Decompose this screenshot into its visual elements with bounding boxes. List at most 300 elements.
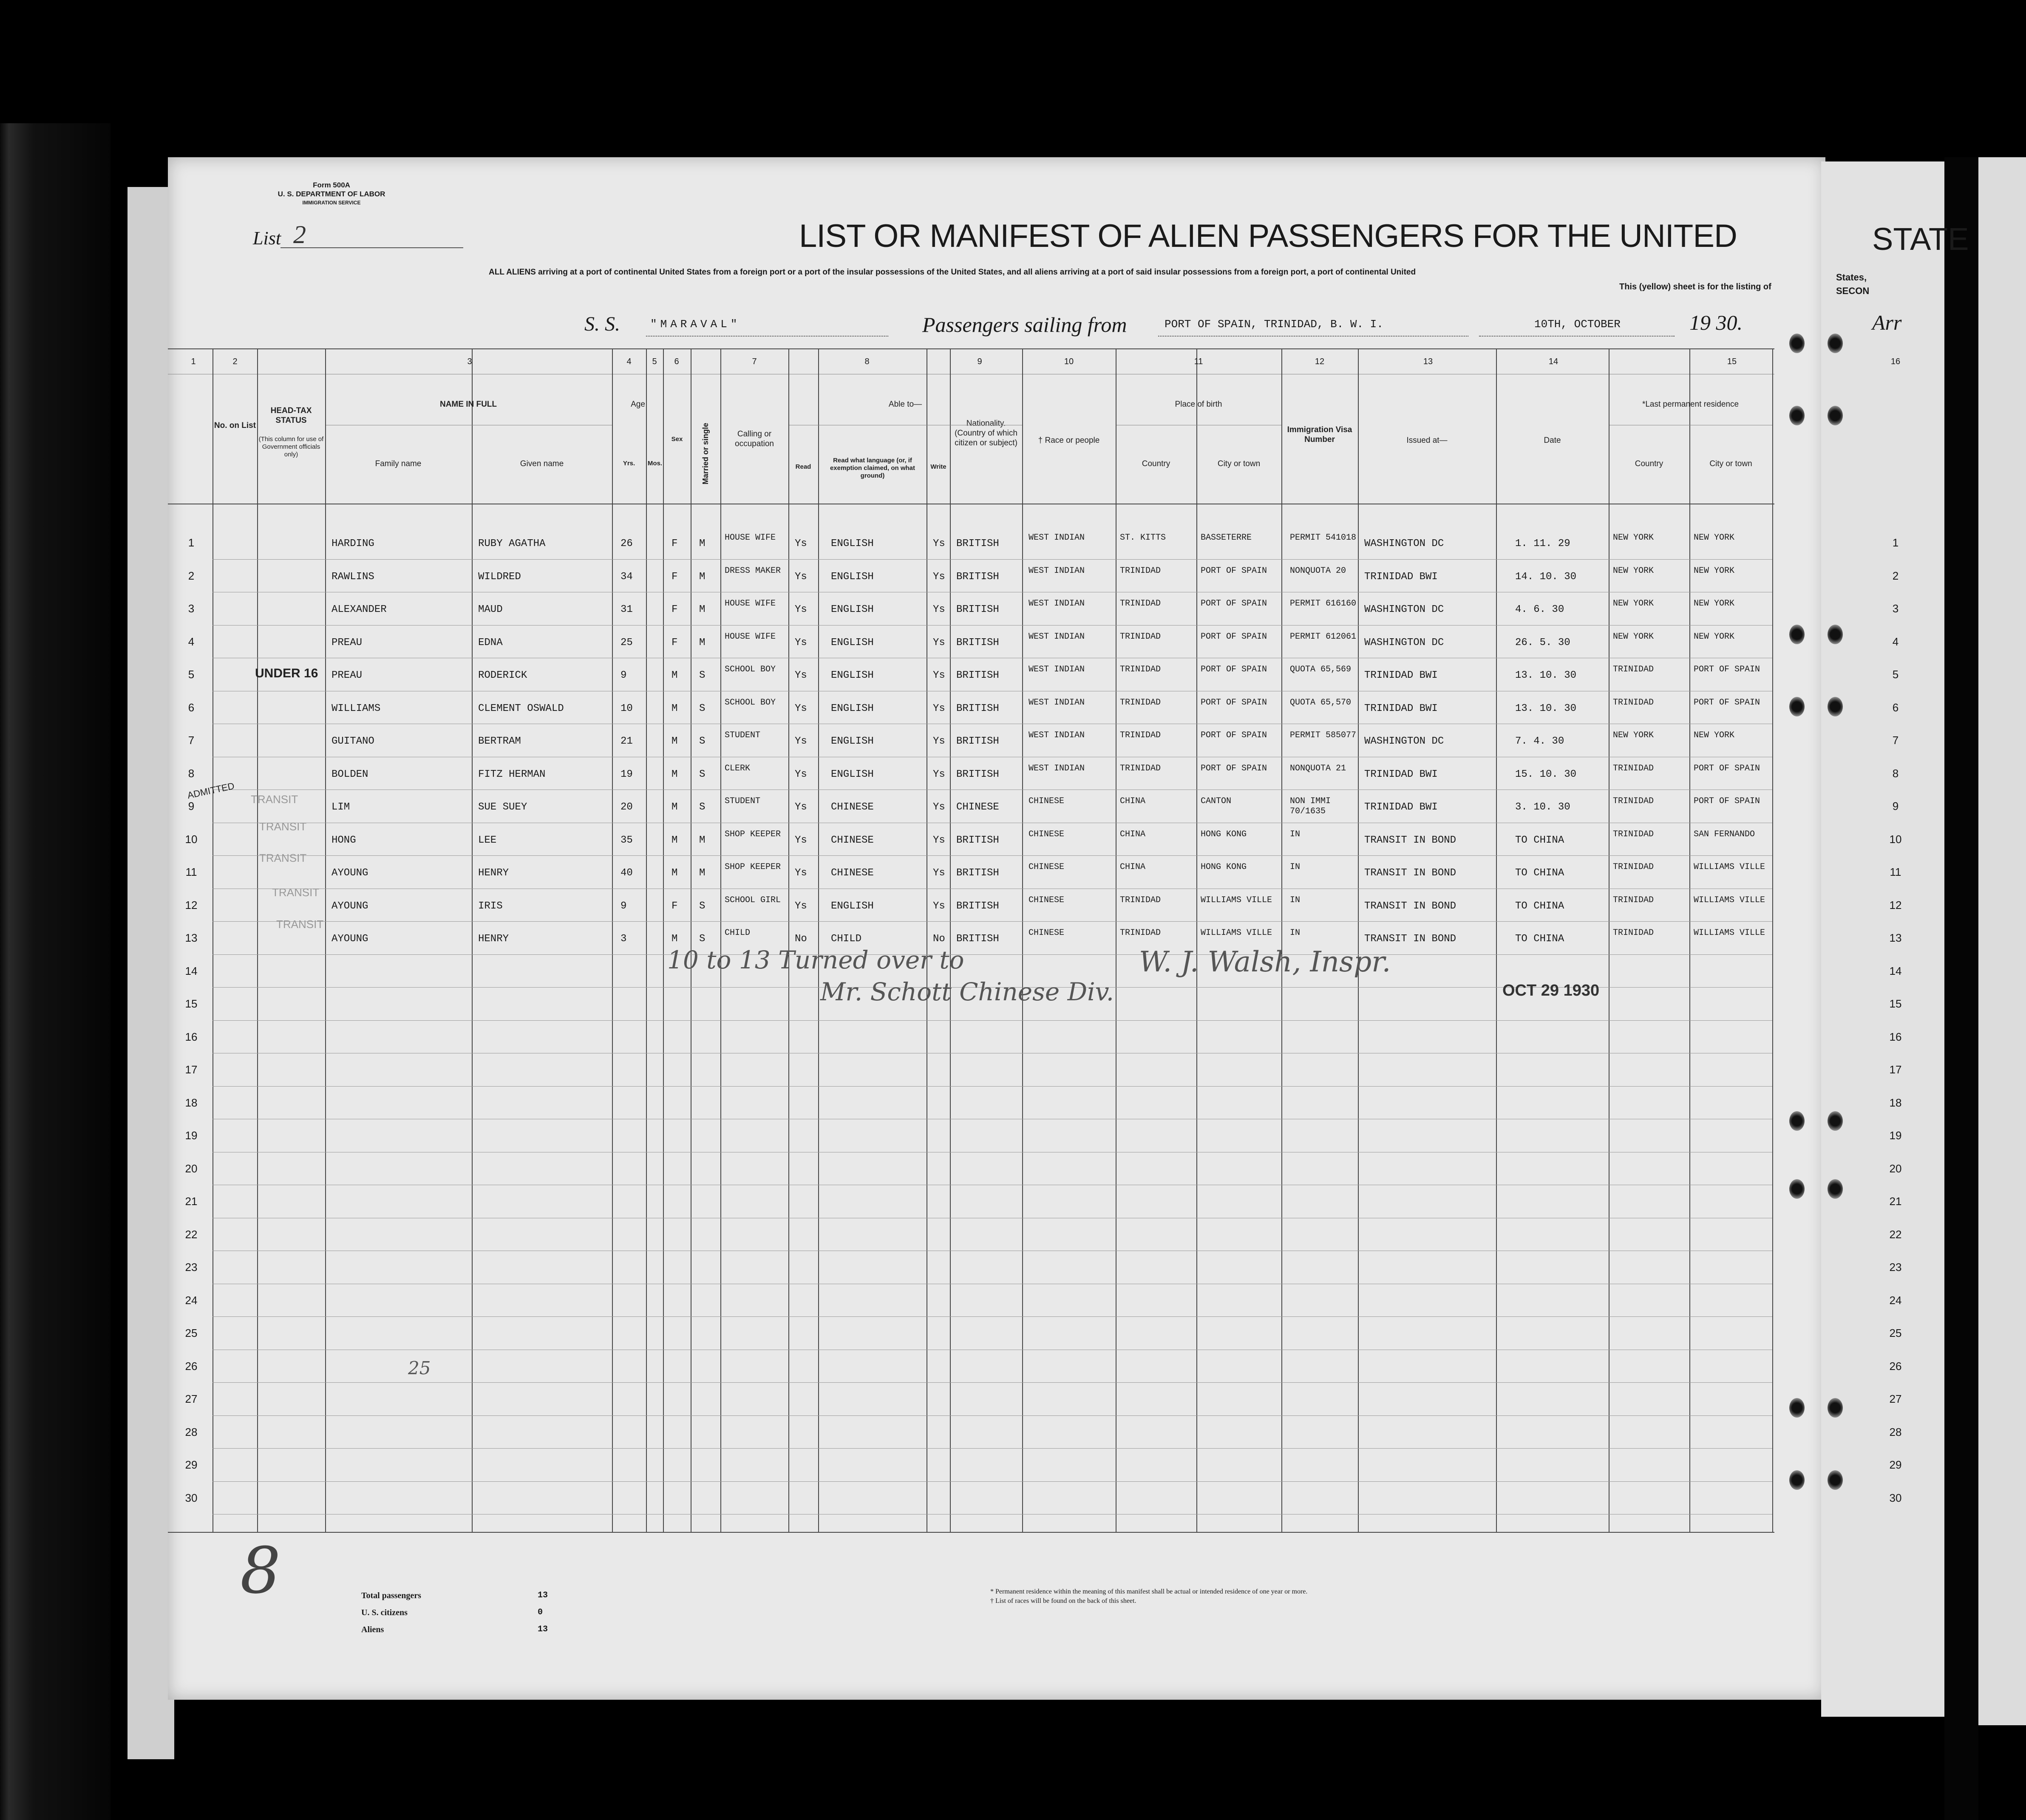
row-number-left: 4 [188,635,195,648]
footnote-residence: * Permanent residence within the meaning of this manifest shall be actual or intended residence of one year or more. [990,1588,1308,1595]
residence-country: NEW YORK [1613,631,1654,642]
issue-date: 14. 10. 30 [1515,571,1577,583]
column-rule [257,348,258,1532]
sex: F [672,571,678,583]
column-number: 1 [191,357,196,366]
head-tax-status: TRANSIT [251,793,298,806]
row-rule [213,1448,1772,1449]
list-underline [281,247,463,248]
issue-date: 13. 10. 30 [1515,670,1577,681]
row-number-left: 16 [185,1030,198,1043]
column-rule [663,348,664,1532]
marital-status: M [699,538,706,549]
column-number: 12 [1315,357,1325,366]
issued-at: TRINIDAD BWI [1364,571,1438,583]
issue-date: TO CHINA [1515,933,1564,945]
column-rule [1196,348,1197,1532]
family-name: AYOUNG [332,867,368,879]
sex: F [672,538,678,549]
can-write: Ys [933,900,945,912]
row-rule [213,1086,1772,1087]
occupation: STUDENT [725,796,761,806]
can-write: No [933,933,945,945]
row-number-left: 7 [188,734,195,747]
birth-country: TRINIDAD [1120,566,1161,576]
birth-country: TRINIDAD [1120,665,1161,674]
marital-status: M [699,834,706,846]
row-number-right: 27 [1889,1393,1902,1405]
list-label: List [253,228,281,249]
facing-line-1: States, [1836,272,1867,283]
birth-country: TRINIDAD [1120,895,1161,905]
page-subtitle: ALL ALIENS arriving at a port of continental United States from a foreign port or a port of the insular possessions of the United States, and all aliens arriving at a port of said insular possessions from a foreign port, a port of continental United [489,268,1416,277]
read-language: ENGLISH [831,702,874,714]
book-gutter [1944,157,1978,1820]
punch-hole [1828,1111,1843,1131]
given-name: WILDRED [478,571,521,583]
row-number-left: 11 [185,866,197,878]
facing-title: STATE [1872,221,1969,257]
us-citizens-label: U. S. citizens [361,1608,408,1617]
race-people: WEST INDIAN [1029,631,1085,642]
family-name: PREAU [332,637,363,648]
birth-country: ST. KITTS [1120,533,1166,543]
residence-country: TRINIDAD [1613,895,1654,905]
race-people: CHINESE [1029,862,1065,872]
read-language: CHINESE [831,801,874,813]
sex: F [672,900,678,912]
row-number-right: 3 [1892,602,1899,615]
can-read: Ys [795,834,807,846]
read-language: ENGLISH [831,637,874,648]
binder-edge [0,123,111,1820]
header-residence-country: Country [1635,459,1663,468]
column-number: 6 [674,357,679,366]
row-number-left: 13 [185,931,198,944]
header-date: Date [1544,436,1561,445]
footnotes [990,1587,1307,1606]
row-number-right: 21 [1889,1195,1902,1208]
issued-at: TRANSIT IN BOND [1364,867,1456,879]
nationality: BRITISH [956,867,999,879]
row-number-left: 21 [185,1195,198,1208]
column-rule [1689,348,1690,1532]
read-language: ENGLISH [831,538,874,549]
header-sex: Sex [671,436,683,443]
form-number: Form 500A [313,181,350,189]
facing-line-3: Arr [1872,311,1902,334]
column-rule [1022,348,1023,1532]
issue-date: 26. 5. 30 [1515,637,1570,648]
nationality: BRITISH [956,571,999,583]
header-mos: Mos. [647,460,663,467]
residence-city: PORT OF SPAIN [1694,763,1760,773]
column-rule [1496,348,1497,1532]
row-number-right: 26 [1889,1359,1902,1373]
sex: M [672,670,678,681]
row-number-right: 10 [1889,832,1902,846]
sailing-underline [1158,336,1468,337]
row-number-left: 29 [185,1458,198,1471]
birth-country: TRINIDAD [1120,697,1161,708]
header-place-of-birth: Place of birth [1175,400,1222,409]
family-name: GUITANO [332,736,374,747]
punch-hole [1828,1179,1843,1199]
occupation: CHILD [725,928,751,938]
residence-country: TRINIDAD [1613,665,1654,674]
row-number-left: 23 [185,1261,198,1274]
row-number-left: 19 [185,1129,198,1142]
row-number-left: 18 [185,1096,198,1109]
sailing-port: PORT OF SPAIN, TRINIDAD, B. W. I. [1165,318,1383,331]
can-read: No [795,933,807,945]
column-rule [1281,348,1282,1532]
header-age: Age [631,400,645,409]
birth-city: CANTON [1201,796,1232,806]
issued-at: TRINIDAD BWI [1364,768,1438,780]
birth-city: WILLIAMS VILLE [1201,895,1272,905]
aliens-label: Aliens [361,1625,384,1634]
visa-number: PERMIT 616160 [1290,599,1357,609]
residence-country: NEW YORK [1613,566,1654,576]
nationality: BRITISH [956,933,999,945]
occupation: STUDENT [725,730,761,740]
total-passengers-label: Total passengers [361,1591,421,1600]
column-number: 11 [1194,357,1203,366]
column-number: 3 [467,357,472,366]
issued-at: WASHINGTON DC [1364,604,1444,615]
sex: M [672,867,678,879]
residence-city: WILLIAMS VILLE [1694,928,1765,938]
head-tax-status: TRANSIT [276,918,324,931]
handwritten-note: 10 to 13 Turned over to [667,945,964,974]
birth-city: PORT OF SPAIN [1201,566,1267,576]
can-write: Ys [933,604,945,615]
birth-country: CHINA [1120,829,1146,839]
issued-at: WASHINGTON DC [1364,538,1444,549]
family-name: RAWLINS [332,571,374,583]
sailing-date: 10TH, OCTOBER [1534,318,1621,331]
can-write: Ys [933,702,945,714]
family-name: ALEXANDER [332,604,387,615]
row-rule [213,1415,1772,1416]
marital-status: M [699,637,706,648]
sex: F [672,604,678,615]
row-number-left: 26 [185,1359,198,1373]
read-language: CHILD [831,933,862,945]
row-number-left: 24 [185,1294,198,1307]
footnote-races: † List of races will be found on the back of this sheet. [990,1597,1136,1605]
punch-hole [1789,625,1805,644]
family-name: BOLDEN [332,768,368,780]
can-write: Ys [933,801,945,813]
page-subtitle-2: This (yellow) sheet is for the listing of [1619,282,1771,292]
row-number-right: 15 [1889,997,1902,1010]
punch-hole [1828,334,1843,353]
header-able-to: Able to— [888,400,922,409]
marital-status: M [699,867,706,879]
occupation: HOUSE WIFE [725,533,776,543]
row-rule [213,954,1772,955]
marital-status: S [699,702,706,714]
nationality: BRITISH [956,637,999,648]
residence-country: TRINIDAD [1613,697,1654,708]
birth-country: CHINA [1120,862,1146,872]
can-read: Ys [795,637,807,648]
can-read: Ys [795,736,807,747]
row-number-right: 23 [1889,1261,1902,1274]
marital-status: S [699,736,706,747]
date-underline [1479,336,1675,337]
nationality: BRITISH [956,768,999,780]
age-years: 9 [621,900,627,912]
row-number-left: 8 [188,767,195,780]
nationality: BRITISH [956,670,999,681]
row-number-right: 1 [1892,536,1899,549]
race-people: WEST INDIAN [1029,566,1085,576]
punch-hole [1789,334,1805,353]
table-rule [168,348,1774,349]
row-number-left: 9 [188,800,195,812]
can-read: Ys [795,571,807,583]
column-rule [646,348,647,1532]
race-people: CHINESE [1029,895,1065,905]
read-language: ENGLISH [831,571,874,583]
visa-number: NONQUOTA 21 [1290,763,1346,773]
row-rule [213,1382,1772,1383]
sailing-year: 19 30. [1689,311,1743,334]
birth-city: PORT OF SPAIN [1201,730,1267,740]
row-number-right: 12 [1889,898,1902,911]
residence-city: PORT OF SPAIN [1694,796,1760,806]
marital-status: S [699,768,706,780]
residence-city: NEW YORK [1694,599,1735,609]
family-name: AYOUNG [332,933,368,945]
issue-date: TO CHINA [1515,867,1564,879]
row-number-left: 12 [185,898,198,911]
head-tax-status: TRANSIT [259,852,307,864]
date-stamp: OCT 29 1930 [1502,982,1600,999]
read-language: ENGLISH [831,768,874,780]
residence-city: PORT OF SPAIN [1694,665,1760,674]
row-number-right: 2 [1892,569,1899,582]
issued-at: TRANSIT IN BOND [1364,834,1456,846]
row-number-right: 5 [1892,668,1899,681]
header-issued-at: Issued at— [1406,436,1448,445]
age-years: 26 [621,538,633,549]
occupation: SCHOOL BOY [725,697,776,708]
birth-country: TRINIDAD [1120,631,1161,642]
row-number-left: 5 [188,668,195,681]
row-number-right: 30 [1889,1491,1902,1504]
given-name: HENRY [478,933,509,945]
footer-mark: 8 [240,1534,281,1608]
can-read: Ys [795,867,807,879]
issue-date: 7. 4. 30 [1515,736,1564,747]
row-number-right: 7 [1892,734,1899,747]
visa-number: IN [1290,928,1301,938]
head-tax-status: UNDER 16 [255,666,318,680]
read-language: CHINESE [831,834,874,846]
totals-labels [361,1587,421,1638]
residence-city: WILLIAMS VILLE [1694,895,1765,905]
handwritten-note: Mr. Schott Chinese Div. [820,977,1114,1006]
can-read: Ys [795,768,807,780]
issued-at: WASHINGTON DC [1364,736,1444,747]
row-number-right: 25 [1889,1327,1902,1339]
row-rule [213,1020,1772,1021]
issue-date: TO CHINA [1515,900,1564,912]
race-people: WEST INDIAN [1029,763,1085,773]
issued-at: TRINIDAD BWI [1364,801,1438,813]
race-people: CHINESE [1029,796,1065,806]
column-rule [1358,348,1359,1532]
row-number-left: 3 [188,602,195,615]
issue-date: 13. 10. 30 [1515,702,1577,714]
residence-country: NEW YORK [1613,599,1654,609]
race-people: WEST INDIAN [1029,697,1085,708]
column-number: 9 [977,357,982,366]
residence-country: TRINIDAD [1613,796,1654,806]
row-number-right: 24 [1889,1294,1902,1307]
birth-city: PORT OF SPAIN [1201,665,1267,674]
read-language: ENGLISH [831,900,874,912]
header-residence-city: City or town [1709,459,1752,468]
residence-city: NEW YORK [1694,631,1735,642]
occupation: SCHOOL GIRL [725,895,781,905]
residence-country: TRINIDAD [1613,829,1654,839]
row-number-right: 11 [1890,866,1901,878]
nationality: BRITISH [956,834,999,846]
birth-country: TRINIDAD [1120,599,1161,609]
age-years: 10 [621,702,633,714]
given-name: RODERICK [478,670,527,681]
row-number-right: 18 [1889,1096,1902,1109]
birth-country: CHINA [1120,796,1146,806]
header-name-in-full: NAME IN FULL [439,400,497,409]
visa-number: PERMIT 585077 [1290,730,1357,740]
header-family-name: Family name [375,459,422,468]
nationality: BRITISH [956,538,999,549]
row-number-left: 30 [185,1491,198,1504]
header-given-name: Given name [520,459,564,468]
head-tax-status: TRANSIT [259,820,307,833]
residence-country: NEW YORK [1613,730,1654,740]
can-read: Ys [795,604,807,615]
row-number-left: 15 [185,997,198,1010]
given-name: RUBY AGATHA [478,538,546,549]
visa-number: QUOTA 65,569 [1290,665,1352,674]
marital-status: M [699,604,706,615]
marital-status: S [699,801,706,813]
given-name: CLEMENT OSWALD [478,702,564,714]
issue-date: 4. 6. 30 [1515,604,1564,615]
sex: M [672,702,678,714]
header-yrs: Yrs. [623,460,635,467]
row-number-left: 20 [185,1162,198,1175]
column-rule [950,348,951,1532]
underlying-page [128,187,174,1759]
race-people: CHINESE [1029,829,1065,839]
occupation: HOUSE WIFE [725,631,776,642]
race-people: WEST INDIAN [1029,730,1085,740]
header-last-residence: *Last permanent residence [1642,400,1739,409]
ship-underline [646,336,888,337]
sex: M [672,933,678,945]
given-name: LEE [478,834,497,846]
column-rule [472,348,473,1532]
nationality: BRITISH [956,736,999,747]
ship-name: "MARAVAL" [650,318,741,331]
row-rule [213,1481,1772,1482]
birth-city: PORT OF SPAIN [1201,631,1267,642]
row-number-right: 14 [1889,964,1902,977]
occupation: SHOP KEEPER [725,829,781,839]
row-rule [213,921,1772,922]
row-number-left: 10 [185,832,198,846]
can-read: Ys [795,538,807,549]
can-write: Ys [933,834,945,846]
family-name: LIM [332,801,350,813]
issued-at: TRINIDAD BWI [1364,702,1438,714]
residence-city: PORT OF SPAIN [1694,697,1760,708]
age-years: 35 [621,834,633,846]
can-write: Ys [933,736,945,747]
marital-status: S [699,933,706,945]
age-years: 34 [621,571,633,583]
header-read: Read [795,463,811,470]
row-number-left: 14 [185,964,198,977]
birth-country: TRINIDAD [1120,730,1161,740]
page-title: LIST OR MANIFEST OF ALIEN PASSENGERS FOR THE UNITED [799,218,1737,254]
visa-number: IN [1290,862,1301,872]
visa-number: IN [1290,895,1301,905]
punch-hole [1789,697,1805,716]
row-rule [213,559,1772,560]
can-write: Ys [933,670,945,681]
sex: M [672,801,678,813]
occupation: CLERK [725,763,751,773]
us-citizens-value: 0 [538,1608,543,1617]
sex: M [672,736,678,747]
given-name: BERTRAM [478,736,521,747]
row-number-right: 13 [1889,931,1902,944]
aliens-value: 13 [538,1625,548,1634]
row-number-left: 22 [185,1228,198,1241]
occupation: SCHOOL BOY [725,665,776,674]
issue-date: TO CHINA [1515,834,1564,846]
header-write: Write [930,463,946,470]
column-number: 14 [1548,357,1558,366]
read-language: ENGLISH [831,670,874,681]
can-write: Ys [933,867,945,879]
header-calling: Calling or occupation [735,430,774,448]
column-number: 10 [1064,357,1074,366]
form-header [251,181,412,207]
given-name: EDNA [478,637,503,648]
column-rule [818,348,819,1532]
column-number: 16 [1890,357,1901,366]
visa-number: NONQUOTA 20 [1290,566,1346,576]
age-years: 31 [621,604,633,615]
can-read: Ys [795,900,807,912]
age-years: 3 [621,933,627,945]
punch-hole [1828,697,1843,716]
race-people: CHINESE [1029,928,1065,938]
birth-city: HONG KONG [1201,862,1247,872]
row-number-right: 28 [1889,1425,1902,1438]
margin-mark: 25 [408,1358,431,1378]
